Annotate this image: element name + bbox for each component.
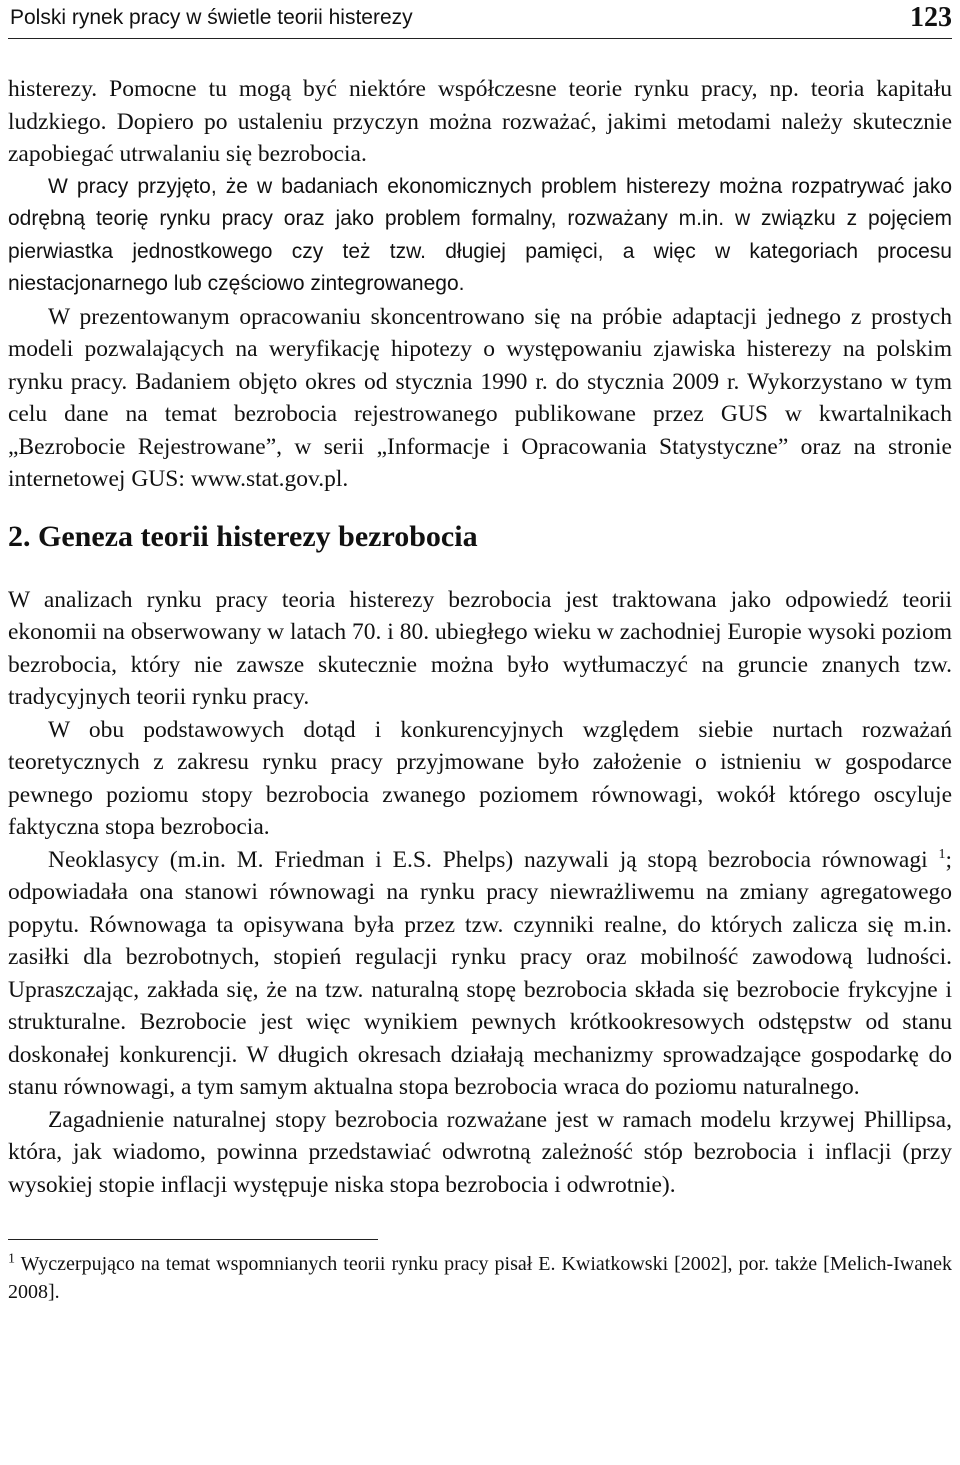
page [8,0,952,1306]
section-paragraph-3-part-a: Neoklasycy (m.in. M. Friedman i E.S. Phelps) nazywali ją stopą bezrobocia równowagi [48,846,928,873]
footnote [8,1250,952,1306]
methodology-note-paragraph: W pracy przyjęto, że w badaniach ekonomicznych problem histerezy można rozpatrywać jako odrębną teorię rynku pracy oraz jako problem formalny, rozważany m.in. w związku z pojęciem pierwiastka jednostkowego czy też tzw. długiej pamięci, a więc w kategoriach procesu niestacjonarnego lub częściowo zintegrowanego. [8,174,952,295]
section-paragraph-2: W obu podstawowych dotąd i konkurencyjnych względem siebie nurtach rozważań teoretycznych z zakresu rynku pracy przyjmowane było założenie o istnieniu w gospodarce pewnego poziomu stopy bezrobocia zwanego poziomem równowagi, wokół którego oscyluje faktyczna stopa bezrobocia. [8,716,952,840]
section-paragraph-1: W analizach rynku pracy teoria histerezy bezrobocia jest traktowana jako odpowiedź teorii ekonomii na obserwowany w latach 70. i 80. ubiegłego wieku w zachodniej Europie wysoki poziom bezrobocia, który nie zawsze skutecznie można było wytłumaczyć na gruncie znanych tzw. tradycyjnych teorii rynku pracy. [8,586,952,710]
section-paragraph-4: Zagadnienie naturalnej stopy bezrobocia rozważane jest w ramach modelu krzywej Phillipsa, która, jak wiadomo, powinna przedstawiać odwrotną zależność stóp bezrobocia i inflacji (przy wysokiej stopie inflacji występuje niska stopa bezrobocia i odwrotnie). [8,1106,952,1198]
method-paragraph: W prezentowanym opracowaniu skoncentrowano się na próbie adaptacji jednego z prostych modeli pozwalających na weryfikację hipotezy o występowaniu zjawiska histerezy na polskim rynku pracy. Badaniem objęto okres od stycznia 1990 r. do stycznia 2009 r. Wykorzystano w tym celu dane na temat bezrobocia rejestrowanego publikowane przez GUS w kwartalnikach „Bezrobocie Rejestrowane”, w serii „Informacje i Opracowania Statystyczne” oraz na stronie internetowej GUS: www.stat.gov.pl. [8,303,952,492]
section-paragraph-3-part-b: ; odpowiadała ona stanowi równowagi na rynku pracy niewrażliwemu na zmiany agregatowego popytu. Równowaga ta opisywana była przez tzw. czynniki realne, do których zalicza się m.in. zasiłki dla bezrobotnych, stopień regulacji rynku pracy oraz mobilność zawodową ludności. Upraszczając, zakłada się, że na tzw. naturalną stopę bezrobocia składa się bezrobocie frykcyjne i strukturalne. Bezrobocie jest więc wynikiem pewnych krótkookresowych odstępstw od stanu doskonałej konkurencji. W długich okresach działają mechanizmy sprowadzające gospodarkę do stanu równowagi, a tym samym aktualna stopa bezrobocia wraca do poziomu naturalnego. [8,846,953,1100]
footnote-reference[interactable]: 1 [938,846,946,862]
running-header [8,4,952,39]
footnote-number: 1 [8,1251,15,1267]
section-paragraph-3 [8,844,952,1104]
running-title: Polski rynek pracy w świetle teorii histerezy [10,6,413,29]
page-number: 123 [910,2,952,33]
intro-paragraph: histerezy. Pomocne tu mogą być niektóre współczesne teorie rynku pracy, np. teoria kapitału ludzkiego. Dopiero po ustaleniu przyczyn można rozważać, jakimi metodami należy skutecznie zapobiegać utrwalaniu się bezrobocia. [8,76,952,167]
section-heading: 2. Geneza teorii histerezy bezrobocia [8,519,478,553]
footnote-text: Wyczerpująco na temat wspomnianych teorii rynku pracy pisał E. Kwiatkowski [2002], por. także [Melich-Iwanek 2008]. [8,1253,952,1303]
footnote-divider [8,1239,378,1240]
